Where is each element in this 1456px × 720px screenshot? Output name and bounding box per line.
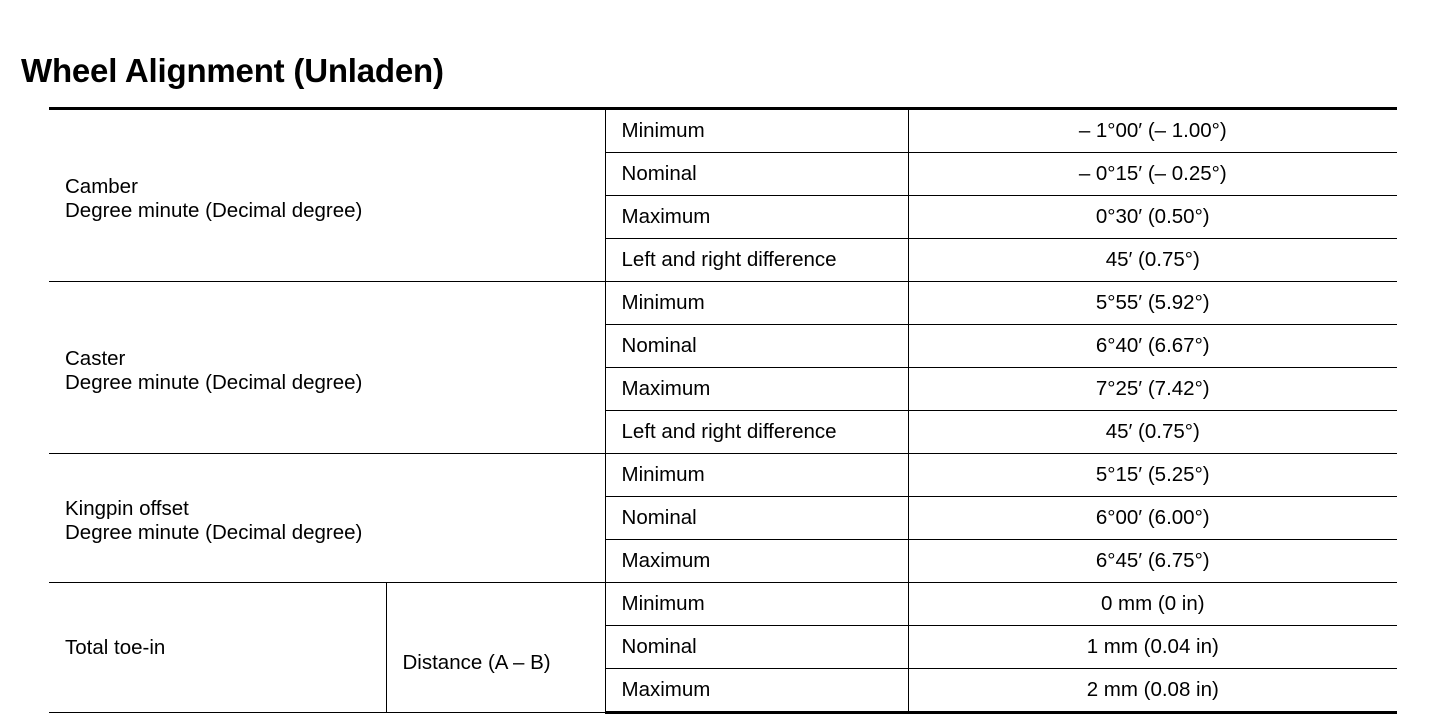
toe-in-minimum-value: 0 mm (0 in) (908, 583, 1397, 626)
toe-in-item-cell: Total toe-in (49, 583, 386, 713)
camber-maximum-value: 0°30′ (0.50°) (908, 196, 1397, 239)
toe-in-maximum-label: Maximum (605, 669, 908, 713)
camber-difference-value: 45′ (0.75°) (908, 239, 1397, 282)
kingpin-maximum-value: 6°45′ (6.75°) (908, 540, 1397, 583)
toe-in-subitem-cell: Distance (A – B) (386, 583, 605, 713)
camber-name: Camber (65, 174, 138, 198)
table-row (49, 583, 1397, 626)
toe-in-nominal-label: Nominal (605, 626, 908, 669)
kingpin-maximum-label: Maximum (605, 540, 908, 583)
table-row (49, 109, 1397, 153)
kingpin-nominal-value: 6°00′ (6.00°) (908, 497, 1397, 540)
caster-unit: Degree minute (Decimal degree) (65, 370, 363, 394)
caster-maximum-label: Maximum (605, 368, 908, 411)
caster-minimum-value: 5°55′ (5.92°) (908, 282, 1397, 325)
wheel-alignment-table (49, 107, 1397, 714)
table-row (49, 454, 1397, 497)
caster-minimum-label: Minimum (605, 282, 908, 325)
toe-in-minimum-label: Minimum (605, 583, 908, 626)
table-row (49, 282, 1397, 325)
caster-difference-label: Left and right difference (605, 411, 908, 454)
caster-maximum-value: 7°25′ (7.42°) (908, 368, 1397, 411)
caster-nominal-label: Nominal (605, 325, 908, 368)
kingpin-minimum-label: Minimum (605, 454, 908, 497)
camber-unit: Degree minute (Decimal degree) (65, 198, 363, 222)
camber-minimum-value: – 1°00′ (– 1.00°) (908, 109, 1397, 153)
camber-nominal-label: Nominal (605, 153, 908, 196)
caster-difference-value: 45′ (0.75°) (908, 411, 1397, 454)
toe-in-maximum-value: 2 mm (0.08 in) (908, 669, 1397, 713)
camber-difference-label: Left and right difference (605, 239, 908, 282)
toe-in-nominal-value: 1 mm (0.04 in) (908, 626, 1397, 669)
caster-item-cell (49, 282, 605, 454)
kingpin-nominal-label: Nominal (605, 497, 908, 540)
caster-name: Caster (65, 346, 126, 370)
camber-maximum-label: Maximum (605, 196, 908, 239)
camber-item-cell (49, 109, 605, 282)
kingpin-unit: Degree minute (Decimal degree) (65, 521, 363, 544)
caster-nominal-value: 6°40′ (6.67°) (908, 325, 1397, 368)
kingpin-minimum-value: 5°15′ (5.25°) (908, 454, 1397, 497)
page-title: Wheel Alignment (Unladen) (21, 52, 444, 89)
kingpin-item-cell (49, 454, 605, 583)
camber-minimum-label: Minimum (605, 109, 908, 153)
kingpin-name: Kingpin offset (65, 497, 189, 520)
camber-nominal-value: – 0°15′ (– 0.25°) (908, 153, 1397, 196)
